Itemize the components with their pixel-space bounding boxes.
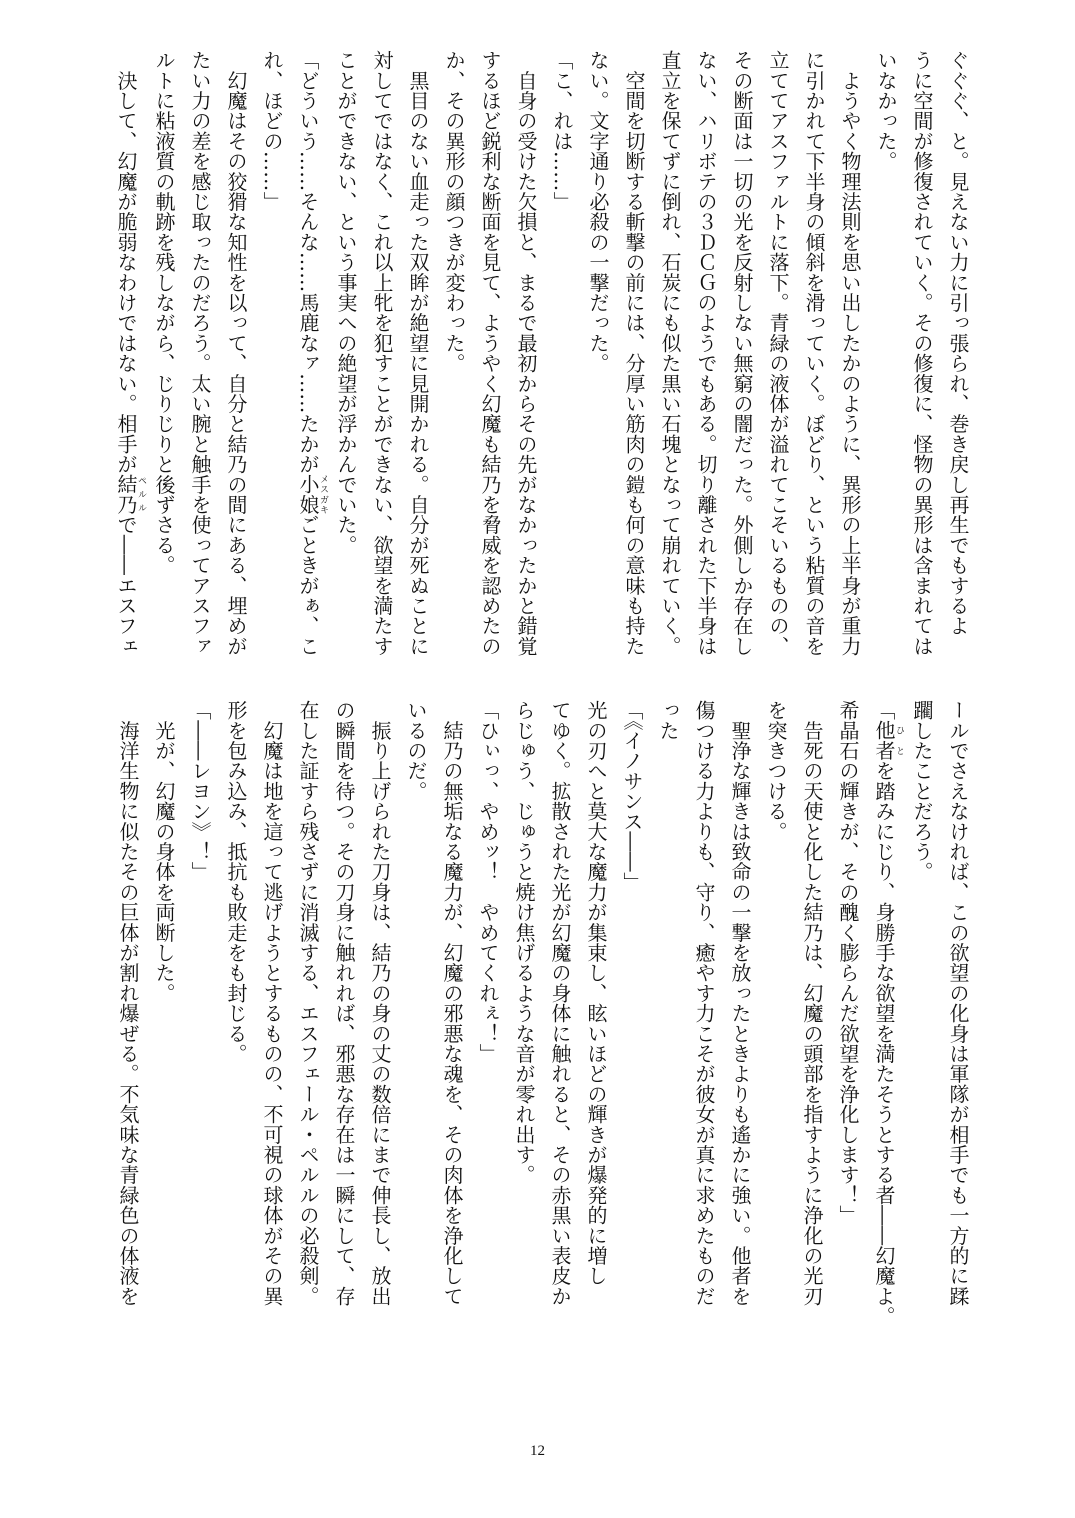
text-line: 形を包み込み、抵抗も敗走をも封じる。 [224, 700, 248, 1064]
text-line: ルトに粘液質の軌跡を残しながら、じりじりと後ずさる。 [152, 50, 176, 576]
text-line: 黒目のない血走った双眸が絶望に見開かれる。自分が死ぬことに [406, 50, 430, 656]
text-line: 立ててアスファルトに落下。青緑の液体が溢れてこそいるものの、 [766, 50, 790, 656]
text-line: った [656, 700, 680, 741]
text-line: 聖浄な輝きは致命の一撃を放ったときよりも遙かに強い。他者を [728, 700, 752, 1306]
text-line: れ、ほどの……」 [260, 50, 284, 212]
text-line: 「どういう……そんな……馬鹿なァ……たかが小娘メスガキごときがぁ、こ [296, 50, 328, 657]
text-line: ールでさえなければ、この欲望の化身は軍隊が相手でも一方的に蹂 [946, 700, 970, 1306]
text-line: を突きつける。 [764, 700, 788, 842]
text-block-top [104, 50, 976, 670]
text-line: か、その異形の顔つきが変わった。 [442, 50, 466, 374]
text-line: 幻魔はその狡猾な知性を以って、自分と結乃の間にある、埋めが [224, 50, 248, 656]
text-line: ない。文字通り必殺の一撃だった。 [586, 50, 610, 374]
text-line: ぐぐぐ、と。見えない力に引っ張られ、巻き戻し再生でもするよ [946, 50, 970, 636]
text-line: 海洋生物に似たその巨体が割れ爆ぜる。不気味な青緑色の体液を [116, 700, 140, 1306]
text-line: いなかった。 [874, 50, 898, 172]
ruby-annotation: 小娘メスガキ [296, 474, 328, 515]
text-line: 在した証すら残さずに消滅する、エスフェール・ペルルの必殺剣。 [296, 700, 320, 1306]
text-line: 光が、幻魔の身体を両断した。 [152, 700, 176, 1003]
text-line: その断面は一切の光を反射しない無窮の闇だった。外側しか存在し [730, 50, 754, 656]
text-line: 「こ、れは……」 [550, 50, 574, 212]
text-line: 対してではなく、これ以上牝を犯すことができない、欲望を満たす [370, 50, 394, 656]
text-line: 躙したことだろう。 [910, 700, 934, 882]
text-line: 告死の天使と化した結乃は、幻魔の頭部を指すように浄化の光刃 [800, 700, 824, 1306]
text-line: 「ひぃっ、やめッ！ やめてくれぇ！」 [476, 700, 500, 1064]
text-line: 決して、幻魔が脆弱なわけではない。相手が結乃ペルルで――エスフェ [114, 50, 146, 657]
text-line: 自身の受けた欠損と、まるで最初からその先がなかったかと錯覚 [514, 50, 538, 656]
text-line: 光の刃へと莫大な魔力が集束し、眩いほどの輝きが爆発的に増し [584, 700, 608, 1286]
text-block-bottom [104, 700, 976, 1400]
text-line: てゆく。拡散された光が幻魔の身体に触れると、その赤黒い表皮か [548, 700, 572, 1306]
text-line: ない、ハリボテの３ＤＣＧのようでもある。切り離された下半身は [694, 50, 718, 656]
ruby-annotation: 他者ひと [872, 720, 904, 761]
text-line: の瞬間を待つ。その刀身に触れれば、邪悪な存在は一瞬にして、存 [332, 700, 356, 1306]
text-line: 「他者ひとを踏みにじり、身勝手な欲望を満たそうとする者――幻魔よ。 [872, 700, 904, 1327]
text-line: 幻魔は地を這って逃げようとするものの、不可視の球体がその異 [260, 700, 284, 1306]
text-line: するほど鋭利な断面を見て、ようやく幻魔も結乃を脅威を認めたの [478, 50, 502, 656]
page-number: 12 [530, 1443, 545, 1459]
text-line: 希晶石の輝きが、その醜く膨らんだ欲望を浄化します！」 [836, 700, 860, 1226]
text-line: うに空間が修復されていく。その修復に、怪物の異形は含まれては [910, 50, 934, 656]
text-line: 「《イノサンス――」 [620, 700, 644, 892]
text-line: 空間を切断する斬撃の前には、分厚い筋肉の鎧も何の意味も持た [622, 50, 646, 656]
text-line: 結乃の無垢なる魔力が、幻魔の邪悪な魂を、その肉体を浄化して [440, 700, 464, 1306]
text-line: ようやく物理法則を思い出したかのように、異形の上半身が重力 [838, 50, 862, 656]
ruby-annotation: 結乃ペルル [114, 474, 146, 515]
text-line: 振り上げられた刀身は、結乃の身の丈の数倍にまで伸長し、放出 [368, 700, 392, 1306]
text-line: らじゅう、じゅうと焼け焦げるような音が零れ出す。 [512, 700, 536, 1185]
text-line: ことができない、という事実への絶望が浮かんでいた。 [334, 50, 358, 555]
text-line: 直立を保てずに倒れ、石炭にも似た黒い石塊となって崩れていく。 [658, 50, 682, 656]
text-line: たい力の差を感じ取ったのだろう。太い腕と触手を使ってアスファ [188, 50, 212, 656]
text-line: に引かれて下半身の傾斜を滑っていく。ぼどり、という粘質の音を [802, 50, 826, 656]
text-line: いるのだ。 [404, 700, 428, 801]
text-line: 「――レヨン》！」 [188, 700, 212, 882]
text-line: 傷つける力よりも、守り、癒やす力こそが彼女が真に求めたものだ [692, 700, 716, 1306]
